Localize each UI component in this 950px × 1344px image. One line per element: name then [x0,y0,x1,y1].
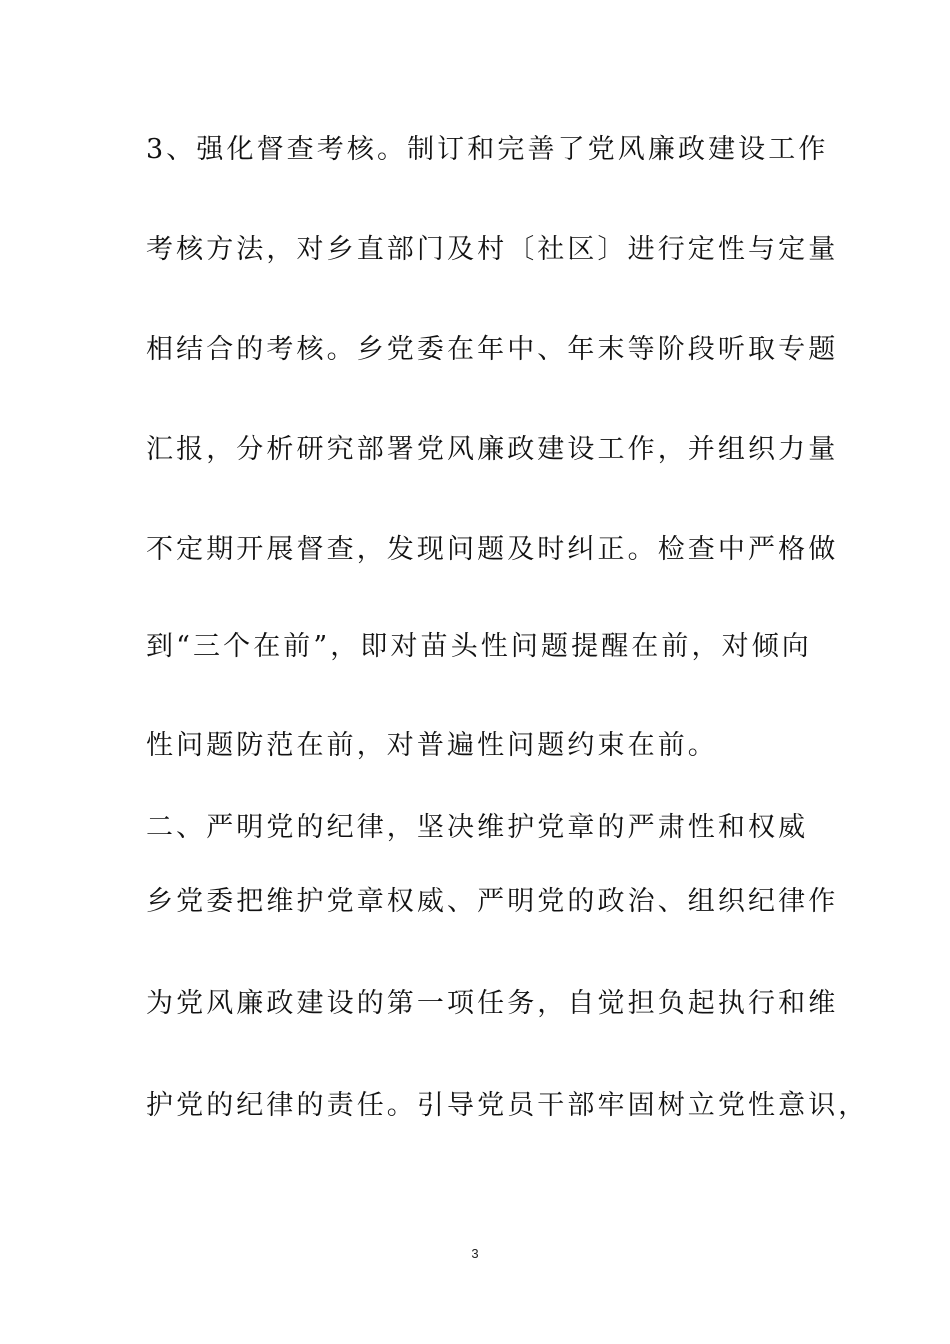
text-line: 为党风廉政建设的第一项任务，自觉担负起执行和维 [146,988,839,1019]
text-line: 不定期开展督查，发现问题及时纠正。检查中严格做 [146,534,839,565]
text-line: 乡党委把维护党章权威、严明党的政治、组织纪律作 [146,886,839,917]
text-line: 性问题防范在前，对普遍性问题约束在前。 [146,730,718,761]
text-line: 护党的纪律的责任。引导党员干部牢固树立党性意识， [146,1090,869,1121]
section-heading: 二、严明党的纪律，坚决维护党章的严肃性和权威 [146,812,809,843]
page-number: 3 [471,1246,479,1261]
text-line: 到“三个在前”，即对苗头性问题提醒在前，对倾向 [146,631,812,662]
text-line: 3、强化督查考核。制订和完善了党风廉政建设工作 [146,134,829,165]
text-line: 相结合的考核。乡党委在年中、年末等阶段听取专题 [146,334,839,365]
text-line: 考核方法，对乡直部门及村〔社区〕进行定性与定量 [146,234,839,265]
text-line: 汇报，分析研究部署党风廉政建设工作，并组织力量 [146,434,839,465]
